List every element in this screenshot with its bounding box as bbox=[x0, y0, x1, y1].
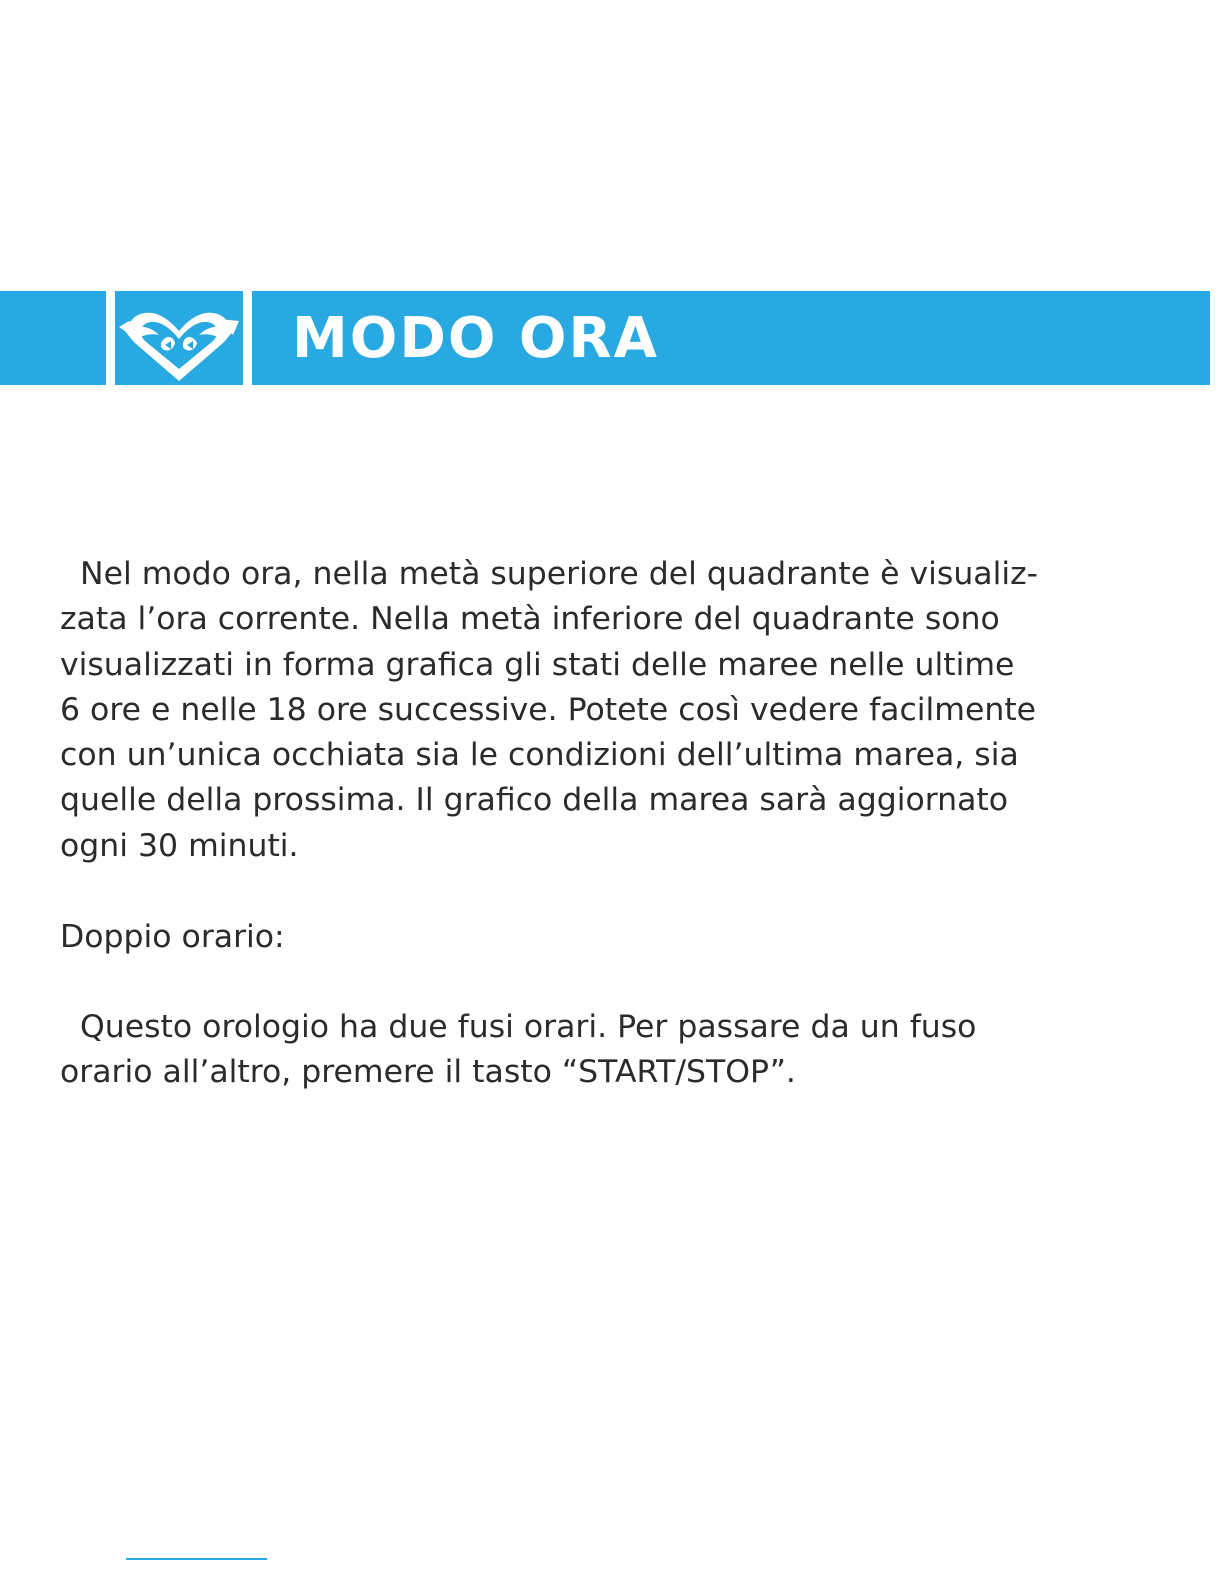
text-line: zata l’ora corrente. Nella metà inferiore del quadrante sono bbox=[60, 601, 1000, 638]
header-title-bar bbox=[252, 291, 1210, 385]
text-line: con un’unica occhiata sia le condizioni dell’ultima marea, sia bbox=[60, 737, 1019, 774]
text-line: quelle della prossima. Il grafico della marea sarà aggiornato bbox=[60, 782, 1009, 819]
paragraph-time-mode bbox=[60, 552, 1170, 869]
paragraph-dual-time bbox=[60, 1005, 1170, 1096]
subheading-dual-time bbox=[60, 915, 1170, 960]
heart-logo-icon bbox=[115, 291, 243, 385]
text-line: ogni 30 minuti. bbox=[60, 827, 299, 864]
header-left-block bbox=[0, 291, 106, 385]
page-title: MODO ORA bbox=[292, 306, 659, 371]
header-logo-box bbox=[115, 291, 243, 385]
footer-divider bbox=[126, 1558, 267, 1560]
text-line: orario all’altro, premere il tasto “START/STOP”. bbox=[60, 1054, 796, 1091]
text-line: 6 ore e nelle 18 ore successive. Potete così vedere facilmente bbox=[60, 691, 1037, 728]
subheading-text: Doppio orario: bbox=[60, 919, 285, 955]
text-line: Nel modo ora, nella metà superiore del quadrante è visualiz- bbox=[80, 556, 1038, 592]
text-line: Questo orologio ha due fusi orari. Per passare da un fuso bbox=[80, 1009, 977, 1045]
text-line: visualizzati in forma grafica gli stati delle maree nelle ultime bbox=[60, 646, 1015, 683]
